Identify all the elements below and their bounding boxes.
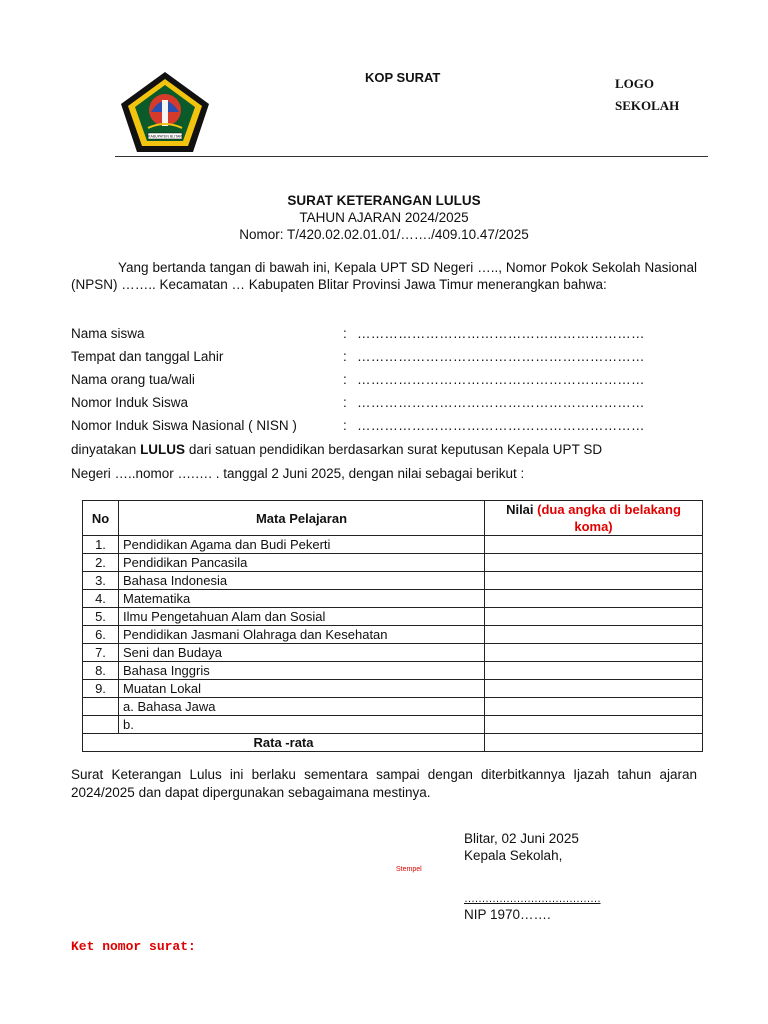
average-value <box>485 734 703 752</box>
intro-paragraph: Yang bertanda tangan di bawah ini, Kepala UPT SD Negeri ….., Nomor Pokok Sekolah Nasional (NPSN) …….. Kecamatan … Kabupaten Blitar Provinsi Jawa Timur menerangkan bahwa: <box>71 260 697 292</box>
kop-surat-label: KOP SURAT <box>365 70 441 85</box>
field-value: ……………………………………………………… <box>357 372 645 387</box>
table-row <box>83 626 703 644</box>
field-value: ……………………………………………………… <box>357 418 645 433</box>
row-no: 2. <box>83 554 119 572</box>
sekolah-label: SEKOLAH <box>615 98 680 113</box>
row-no: 5. <box>83 608 119 626</box>
table-header-row <box>83 501 703 536</box>
field-nisn <box>71 417 701 440</box>
row-grade <box>485 680 703 698</box>
row-subject: Pendidikan Jasmani Olahraga dan Kesehatan <box>119 626 485 644</box>
declaration-pre: dinyatakan <box>71 442 141 457</box>
svg-text:KABUPATEN BLITAR: KABUPATEN BLITAR <box>148 134 182 139</box>
nilai-label: Nilai <box>506 502 534 517</box>
row-subject: a. Bahasa Jawa <box>119 698 485 716</box>
field-colon: : <box>343 326 347 341</box>
row-no: 1. <box>83 536 119 554</box>
table-row <box>83 644 703 662</box>
row-no: 6. <box>83 626 119 644</box>
row-no <box>83 716 119 734</box>
field-value: ……………………………………………………… <box>357 395 645 410</box>
table-row <box>83 698 703 716</box>
declaration-text <box>71 438 711 486</box>
row-no: 4. <box>83 590 119 608</box>
title-line: SURAT KETERANGAN LULUS <box>287 193 481 208</box>
field-value: ……………………………………………………… <box>357 349 645 364</box>
letter-number-line: Nomor: T/420.02.02.01.01/……./409.10.47/2025 <box>239 227 529 242</box>
field-label: Nama orang tua/wali <box>71 372 195 387</box>
signature-block <box>464 830 579 864</box>
average-label: Rata -rata <box>83 734 485 752</box>
row-no: 9. <box>83 680 119 698</box>
row-no: 3. <box>83 572 119 590</box>
declaration-post: dari satuan pendidikan berdasarkan surat keputusan Kepala UPT SD <box>185 442 603 457</box>
header-nilai <box>485 501 703 536</box>
lulus-status: LULUS <box>140 442 186 457</box>
row-grade <box>485 554 703 572</box>
table-row <box>83 716 703 734</box>
declaration-line-1 <box>71 438 711 462</box>
declaration-line-2: Negeri …..nomor ….…. . tanggal 2 Juni 2025, dengan nilai sebagai berikut : <box>71 466 525 481</box>
field-tempat-tanggal-lahir <box>71 348 701 371</box>
signer-nip: NIP 1970……. <box>464 907 551 922</box>
closing-paragraph: Surat Keterangan Lulus ini berlaku sementara sampai dengan diterbitkannya Ijazah tahun ajaran 2024/2025 dan dapat dipergunakan sebagaimana mestinya. <box>71 767 697 800</box>
place-date: Blitar, 02 Juni 2025 <box>464 831 579 846</box>
header-mata-pelajaran: Mata Pelajaran <box>119 501 485 536</box>
row-grade <box>485 662 703 680</box>
row-subject: Ilmu Pengetahuan Alam dan Sosial <box>119 608 485 626</box>
field-nama-orang-tua <box>71 371 701 394</box>
row-subject: Bahasa Indonesia <box>119 572 485 590</box>
field-colon: : <box>343 395 347 410</box>
row-grade <box>485 590 703 608</box>
regency-emblem-logo <box>118 70 212 154</box>
field-colon: : <box>343 418 347 433</box>
field-colon: : <box>343 372 347 387</box>
row-subject: Pendidikan Pancasila <box>119 554 485 572</box>
table-row <box>83 680 703 698</box>
row-grade <box>485 716 703 734</box>
field-label: Tempat dan tanggal Lahir <box>71 349 224 364</box>
field-nama-siswa <box>71 325 701 348</box>
table-row <box>83 608 703 626</box>
row-no <box>83 698 119 716</box>
field-label: Nama siswa <box>71 326 145 341</box>
row-subject: Seni dan Budaya <box>119 644 485 662</box>
logo-sekolah-placeholder <box>615 73 679 117</box>
table-row <box>83 572 703 590</box>
row-no: 7. <box>83 644 119 662</box>
row-grade <box>485 626 703 644</box>
row-grade <box>485 536 703 554</box>
row-subject: Pendidikan Agama dan Budi Pekerti <box>119 536 485 554</box>
grades-table <box>82 500 703 752</box>
average-row <box>83 734 703 752</box>
row-subject: Muatan Lokal <box>119 680 485 698</box>
field-label: Nomor Induk Siswa Nasional ( NISN ) <box>71 418 297 433</box>
row-grade <box>485 608 703 626</box>
field-nomor-induk-siswa <box>71 394 701 417</box>
field-label: Nomor Induk Siswa <box>71 395 189 410</box>
nilai-note: (dua angka di belakang koma) <box>537 502 681 534</box>
stamp-placeholder: Stempel <box>396 866 422 873</box>
header-divider <box>115 156 708 157</box>
row-no: 8. <box>83 662 119 680</box>
field-value: ……………………………………………………… <box>357 326 645 341</box>
academic-year-line: TAHUN AJARAN 2024/2025 <box>299 210 469 225</box>
table-row <box>83 536 703 554</box>
row-grade <box>485 572 703 590</box>
header-no: No <box>83 501 119 536</box>
signer-name-line: ………………………………… <box>464 893 601 905</box>
row-subject: Bahasa Inggris <box>119 662 485 680</box>
document-title <box>0 192 768 243</box>
signer-position: Kepala Sekolah, <box>464 848 563 863</box>
table-row <box>83 554 703 572</box>
table-row <box>83 662 703 680</box>
table-row <box>83 590 703 608</box>
row-grade <box>485 698 703 716</box>
row-subject: b. <box>119 716 485 734</box>
row-subject: Matematika <box>119 590 485 608</box>
field-colon: : <box>343 349 347 364</box>
row-grade <box>485 644 703 662</box>
letter-number-note: Ket nomor surat: <box>71 939 196 954</box>
logo-label: LOGO <box>615 76 655 91</box>
